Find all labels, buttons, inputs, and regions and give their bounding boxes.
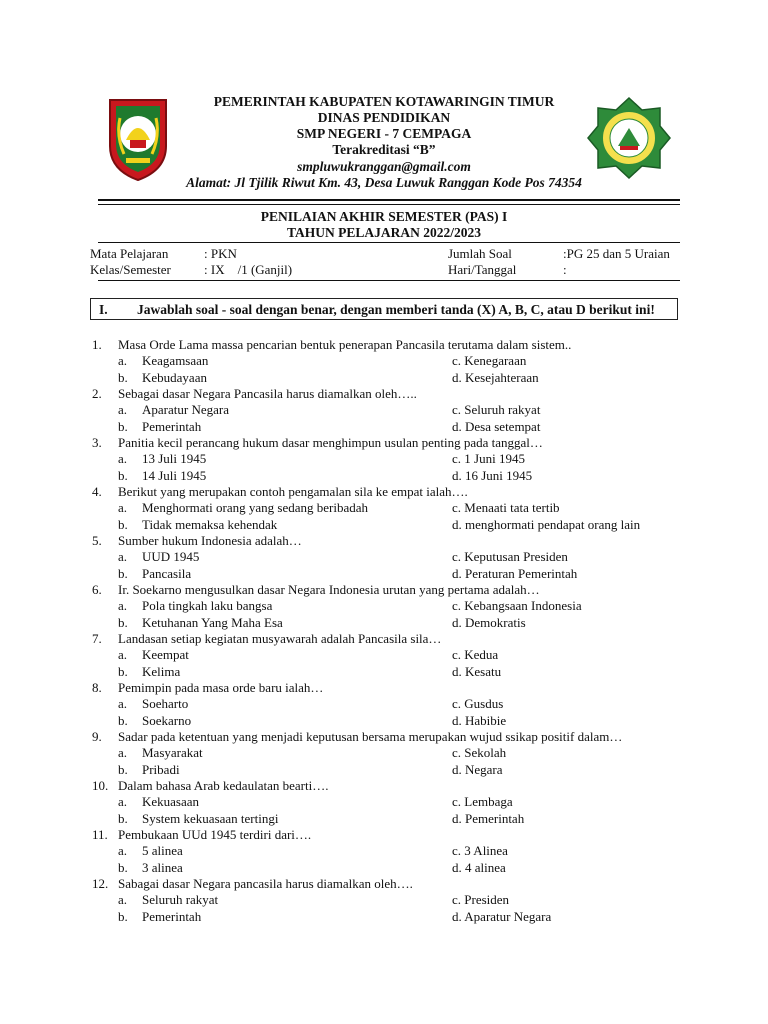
academic-year: TAHUN PELAJARAN 2022/2023: [286, 225, 481, 240]
question-row: [0, 909, 768, 925]
question-row: [0, 468, 768, 484]
question-number: 10.: [92, 778, 109, 793]
option-d: d. Habibie: [452, 712, 507, 728]
option-d: d. 16 Juni 1945: [452, 467, 533, 483]
question-number: 6.: [92, 582, 102, 597]
question-row: [0, 664, 768, 680]
option-letter-b: b.: [118, 859, 128, 875]
option-a: Keempat: [142, 647, 189, 663]
question-text: Sumber hukum Indonesia adalah…: [118, 533, 302, 548]
option-a: Keagamsaan: [142, 353, 209, 369]
option-d: d. menghormati pendapat orang lain: [452, 516, 641, 532]
option-letter-a: a.: [118, 892, 128, 908]
option-a: 13 Juli 1945: [142, 451, 207, 467]
question-row: [0, 729, 768, 745]
option-a: Aparatur Negara: [142, 402, 229, 418]
option-a: Seluruh rakyat: [142, 892, 219, 908]
school-name: SMP NEGERI - 7 CEMPAGA: [296, 126, 472, 141]
question-row: [0, 582, 768, 598]
question-text: Pembukaan UUd 1945 terdiri dari….: [118, 827, 312, 842]
question-row: [0, 615, 768, 631]
school-email: smpluwukranggan@gmail.com: [297, 159, 471, 174]
option-letter-b: b.: [118, 565, 128, 581]
meta-bottom-rule: [98, 280, 680, 281]
option-letter-a: a.: [118, 745, 128, 761]
class-label: Kelas/Semester: [90, 262, 171, 277]
question-row: [0, 876, 768, 892]
option-letter-b: b.: [118, 516, 128, 532]
question-row: [0, 827, 768, 843]
question-row: [0, 713, 768, 729]
option-letter-b: b.: [118, 467, 128, 483]
option-letter-a: a.: [118, 794, 128, 810]
question-text: Ir. Soekarno mengusulkan dasar Negara Indonesia urutan yang pertama adalah…: [118, 582, 540, 597]
question-row: [0, 680, 768, 696]
question-row: [0, 386, 768, 402]
question-number: 12.: [92, 876, 109, 891]
question-text: Sebagai dasar Negara Pancasila harus diamalkan oleh…..: [118, 386, 417, 401]
option-letter-b: b.: [118, 908, 128, 924]
question-row: [0, 500, 768, 516]
option-c: c. Sekolah: [452, 745, 507, 761]
option-c: c. Keputusan Presiden: [452, 549, 568, 565]
question-row: [0, 745, 768, 761]
option-c: c. Menaati tata tertib: [452, 500, 560, 516]
question-row: [0, 778, 768, 794]
question-text: Masa Orde Lama massa pencarian bentuk penerapan Pancasila terutama dalam sistem..: [118, 337, 572, 352]
question-row: [0, 435, 768, 451]
question-row: [0, 631, 768, 647]
option-a: Masyarakat: [142, 745, 203, 761]
question-row: [0, 549, 768, 565]
question-row: [0, 533, 768, 549]
question-text: Panitia kecil perancang hukum dasar menghimpun usulan penting pada tanggal…: [118, 435, 543, 450]
question-number: 8.: [92, 680, 102, 695]
option-d: d. Desa setempat: [452, 418, 541, 434]
option-b: Soekarno: [142, 712, 192, 728]
option-b: 14 Juli 1945: [142, 467, 207, 483]
question-row: [0, 419, 768, 435]
question-number: 3.: [92, 435, 102, 450]
option-letter-a: a.: [118, 598, 128, 614]
school-address: Alamat: Jl Tjilik Riwut Km. 43, Desa Luwuk Ranggan Kode Pos 74354: [186, 175, 582, 190]
option-b: Pemerintah: [142, 418, 202, 434]
question-number: 7.: [92, 631, 102, 646]
option-letter-a: a.: [118, 451, 128, 467]
option-b: Ketuhanan Yang Maha Esa: [142, 614, 283, 630]
option-c: c. Lembaga: [452, 794, 513, 810]
option-letter-b: b.: [118, 369, 128, 385]
class-value: : IX /1 (Ganjil): [204, 262, 293, 277]
option-letter-b: b.: [118, 712, 128, 728]
option-a: Kekuasaan: [142, 794, 200, 810]
option-d: d. Kesatu: [452, 663, 502, 679]
option-letter-b: b.: [118, 810, 128, 826]
date-value: :: [563, 262, 567, 277]
header-divider-thin: [98, 204, 680, 205]
exam-title: PENILAIAN AKHIR SEMESTER (PAS) I: [260, 209, 508, 224]
question-text: Sabagai dasar Negara pancasila harus diamalkan oleh….: [118, 876, 413, 891]
option-b: Pancasila: [142, 565, 192, 581]
option-a: 5 alinea: [142, 843, 183, 859]
question-row: [0, 451, 768, 467]
section-instruction: Jawablah soal - soal dengan benar, dengan memberi tanda (X) A, B, C, atau D berikut ini!: [137, 302, 655, 317]
question-count-label: Jumlah Soal: [448, 246, 512, 261]
option-letter-a: a.: [118, 549, 128, 565]
option-letter-a: a.: [118, 696, 128, 712]
header-divider-thick: [98, 199, 680, 201]
option-letter-b: b.: [118, 614, 128, 630]
question-row: [0, 370, 768, 386]
question-number: 9.: [92, 729, 102, 744]
accreditation: Terakreditasi “B”: [332, 142, 436, 157]
option-c: c. Seluruh rakyat: [452, 402, 541, 418]
question-text: Pemimpin pada masa orde baru ialah…: [118, 680, 324, 695]
question-number: 1.: [92, 337, 102, 352]
option-d: d. 4 alinea: [452, 859, 506, 875]
option-d: d. Pemerintah: [452, 810, 525, 826]
option-letter-a: a.: [118, 402, 128, 418]
question-number: 4.: [92, 484, 102, 499]
option-d: d. Peraturan Pemerintah: [452, 565, 578, 581]
option-a: UUD 1945: [142, 549, 200, 565]
option-b: System kekuasaan tertingi: [142, 810, 279, 826]
question-text: Landasan setiap kegiatan musyawarah adalah Pancasila sila…: [118, 631, 442, 646]
option-letter-a: a.: [118, 647, 128, 663]
question-row: [0, 762, 768, 778]
question-count-value: :PG 25 dan 5 Uraian: [563, 246, 670, 261]
government-name: PEMERINTAH KABUPATEN KOTAWARINGIN TIMUR: [213, 94, 555, 109]
question-row: [0, 337, 768, 353]
question-row: [0, 843, 768, 859]
question-row: [0, 794, 768, 810]
option-letter-b: b.: [118, 418, 128, 434]
option-d: d. Aparatur Negara: [452, 908, 552, 924]
department-name: DINAS PENDIDIKAN: [317, 110, 451, 125]
question-row: [0, 598, 768, 614]
option-b: Tidak memaksa kehendak: [142, 516, 278, 532]
option-d: d. Kesejahteraan: [452, 369, 539, 385]
option-b: 3 alinea: [142, 859, 183, 875]
meta-top-rule: [98, 242, 680, 243]
option-letter-a: a.: [118, 500, 128, 516]
option-b: Kelima: [142, 663, 181, 679]
question-row: [0, 696, 768, 712]
question-text: Berikut yang merupakan contoh pengamalan sila ke empat ialah….: [118, 484, 468, 499]
subject-label: Mata Pelajaran: [90, 246, 169, 261]
option-d: d. Demokratis: [452, 614, 526, 630]
question-row: [0, 402, 768, 418]
question-row: [0, 353, 768, 369]
question-text: Dalam bahasa Arab kedaulatan bearti….: [118, 778, 329, 793]
subject-value: : PKN: [204, 246, 237, 261]
option-b: Pribadi: [142, 761, 180, 777]
option-a: Soeharto: [142, 696, 189, 712]
option-c: c. Presiden: [452, 892, 510, 908]
date-label: Hari/Tanggal: [448, 262, 517, 277]
option-letter-b: b.: [118, 761, 128, 777]
option-b: Kebudayaan: [142, 369, 207, 385]
instruction-box: [90, 298, 678, 320]
question-text: Sadar pada ketentuan yang menjadi keputusan bersama merupakan wujud ssikap positif dalam…: [118, 729, 623, 744]
question-number: 5.: [92, 533, 102, 548]
section-number: I.: [99, 302, 108, 317]
option-c: c. Kebangsaan Indonesia: [452, 598, 582, 614]
option-c: c. 3 Alinea: [452, 843, 508, 859]
question-row: [0, 517, 768, 533]
question-row: [0, 892, 768, 908]
option-letter-b: b.: [118, 663, 128, 679]
option-letter-a: a.: [118, 353, 128, 369]
question-row: [0, 811, 768, 827]
option-c: c. Kedua: [452, 647, 499, 663]
question-number: 11.: [92, 827, 108, 842]
option-c: c. Gusdus: [452, 696, 504, 712]
option-a: Pola tingkah laku bangsa: [142, 598, 273, 614]
question-number: 2.: [92, 386, 102, 401]
option-a: Menghormati orang yang sedang beribadah: [142, 500, 368, 516]
option-c: c. 1 Juni 1945: [452, 451, 525, 467]
question-row: [0, 647, 768, 663]
option-letter-a: a.: [118, 843, 128, 859]
option-c: c. Kenegaraan: [452, 353, 527, 369]
question-row: [0, 566, 768, 582]
question-row: [0, 860, 768, 876]
question-row: [0, 484, 768, 500]
option-b: Pemerintah: [142, 908, 202, 924]
option-d: d. Negara: [452, 761, 503, 777]
